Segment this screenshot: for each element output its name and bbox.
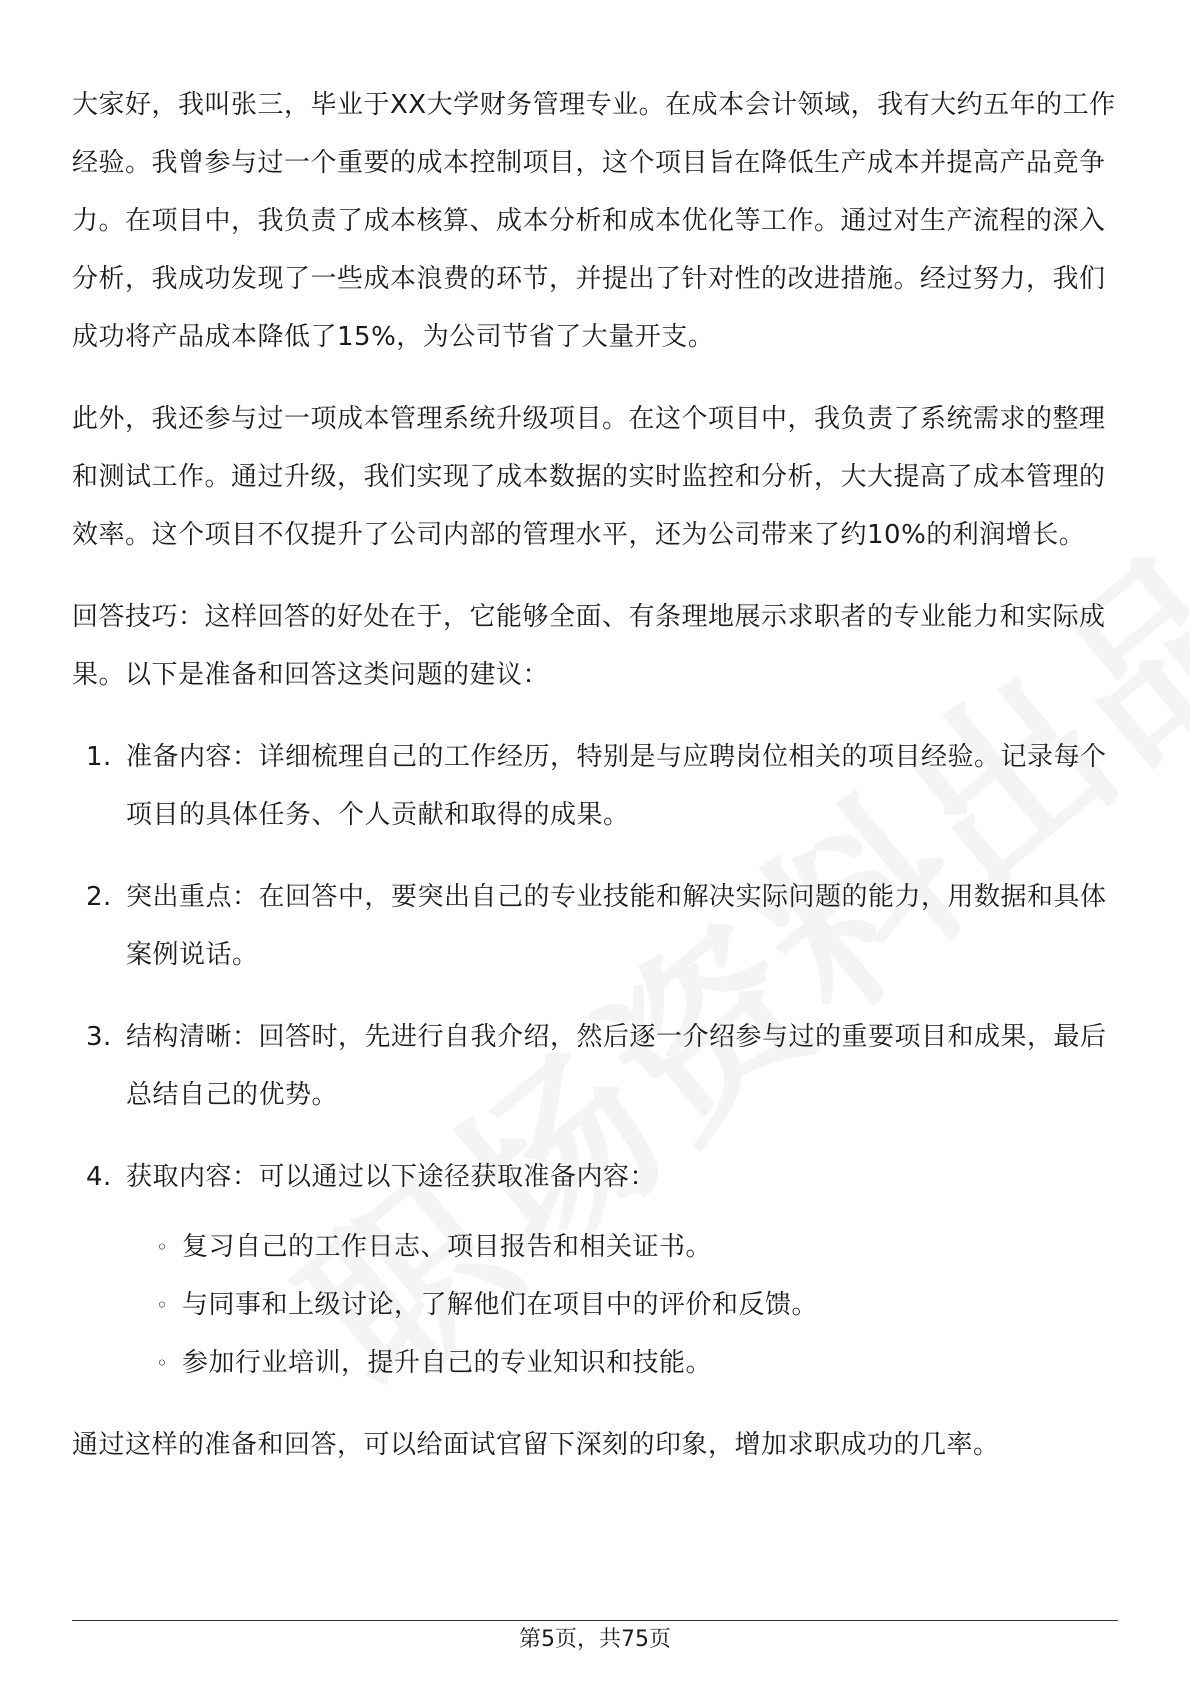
paragraph-tips: 回答技巧：这样回答的好处在于，它能够全面、有条理地展示求职者的专业能力和实际成果。以下是准备和回答这类问题的建议：: [72, 602, 1106, 690]
step-text: 突出重点：在回答中，要突出自己的专业技能和解决实际问题的能力，用数据和具体案例说话。: [126, 882, 1107, 970]
steps-list: [72, 728, 1122, 1392]
document-body: [72, 76, 1122, 1498]
list-item: [72, 868, 1122, 984]
step-number: 4.: [86, 1162, 112, 1192]
sub-item-text: 与同事和上级讨论，了解他们在项目中的评价和反馈。: [182, 1290, 819, 1320]
list-item: [72, 728, 1122, 844]
bullet-icon: ◦: [156, 1235, 169, 1259]
bullet-icon: ◦: [156, 1293, 169, 1317]
sub-list-item: [156, 1276, 1122, 1334]
paragraph-project: 此外，我还参与过一项成本管理系统升级项目。在这个项目中，我负责了系统需求的整理和测试工作。通过升级，我们实现了成本数据的实时监控和分析，大大提高了成本管理的效率。这个项目不仅提升了公司内部的管理水平，还为公司带来了约10%的利润增长。: [72, 404, 1106, 550]
sub-list: [126, 1218, 1122, 1392]
step-text: 获取内容：可以通过以下途径获取准备内容：: [126, 1162, 657, 1192]
step-number: 2.: [86, 882, 112, 912]
paragraph-intro: 大家好，我叫张三，毕业于XX大学财务管理专业。在成本会计领域，我有大约五年的工作经验。我曾参与过一个重要的成本控制项目，这个项目旨在降低生产成本并提高产品竞争力。在项目中，我负责了成本核算、成本分析和成本优化等工作。通过对生产流程的深入分析，我成功发现了一些成本浪费的环节，并提出了针对性的改进措施。经过努力，我们成功将产品成本降低了15%，为公司节省了大量开支。: [72, 90, 1116, 352]
list-item: [72, 1008, 1122, 1124]
list-item: [72, 1148, 1122, 1392]
step-text: 准备内容：详细梳理自己的工作经历，特别是与应聘岗位相关的项目经验。记录每个项目的具体任务、个人贡献和取得的成果。: [126, 742, 1107, 830]
footer-divider: [72, 1620, 1118, 1621]
step-number: 1.: [86, 742, 112, 772]
bullet-icon: ◦: [156, 1351, 169, 1375]
paragraph-conclusion: 通过这样的准备和回答，可以给面试官留下深刻的印象，增加求职成功的几率。: [72, 1430, 1000, 1460]
sub-item-text: 复习自己的工作日志、项目报告和相关证书。: [182, 1232, 713, 1262]
sub-item-text: 参加行业培训，提升自己的专业知识和技能。: [182, 1348, 713, 1378]
sub-list-item: [156, 1334, 1122, 1392]
sub-list-item: [156, 1218, 1122, 1276]
page-number: 第5页，共75页: [519, 1627, 671, 1652]
step-number: 3.: [86, 1022, 112, 1052]
step-text: 结构清晰：回答时，先进行自我介绍，然后逐一介绍参与过的重要项目和成果，最后总结自己的优势。: [126, 1022, 1107, 1110]
